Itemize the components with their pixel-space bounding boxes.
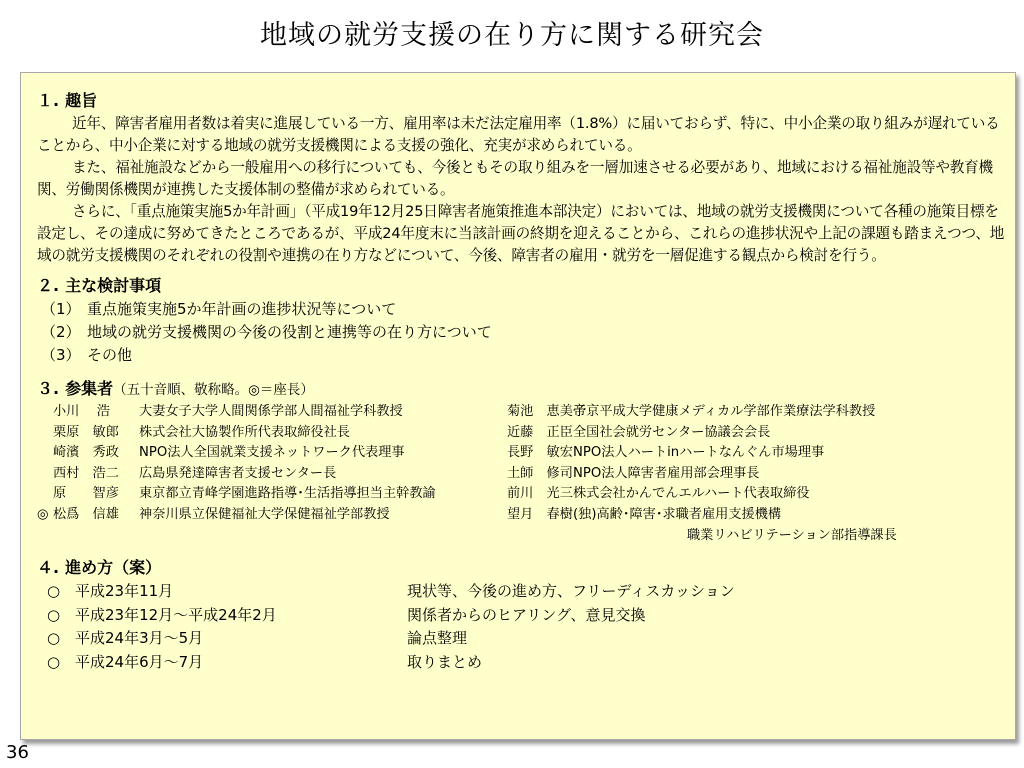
section-1-paragraph: また、福祉施設などから一般雇用への移行についても、今後ともその取り組みを一層加速させる必要があり、地域における福祉施設等や教育機関、労働関係機関が連携した支援体制の整備が求められている。: [37, 159, 993, 198]
section-1-paragraph: 近年、障害者雇用者数は着実に進展している一方、雇用率は未だ法定雇用率（1.8%）に届いておらず、特に、中小企業の取り組みが遅れていることから、中小企業に対する地域の就労支援機関による支援の強化、充実が求められている。: [37, 115, 1000, 154]
section-1-title: 趣旨: [65, 91, 98, 110]
member-name: 原 智彦: [53, 486, 119, 502]
section-3-note: （五十音順、敬称略。◎＝座長）: [113, 382, 314, 398]
chair-mark: [37, 484, 53, 505]
item-index: （1）: [41, 300, 81, 318]
list-item: [37, 298, 1009, 321]
item-index: （2）: [41, 323, 81, 341]
member-affiliation: (独)高齢･障害･求職者雇用支援機構: [573, 506, 782, 522]
member-affiliation: 広島県発達障害者支援センター長: [139, 465, 337, 481]
section-2-number: ２.: [37, 276, 60, 295]
member-name: 望月 春樹: [507, 506, 573, 522]
chair-mark: ◎: [37, 506, 49, 522]
section-4-title: 進め方（案）: [65, 558, 162, 578]
list-item: [37, 651, 1009, 675]
section-1-number: １.: [37, 91, 60, 110]
member-affiliation: NPO法人障害者雇用部会理事長: [573, 465, 760, 481]
schedule-date: 平成24年3月～5月: [75, 629, 204, 648]
section-3-heading: [37, 377, 1009, 402]
schedule-activity: 取りまとめ: [407, 652, 483, 671]
slide-title: 地域の就労支援の在り方に関する研究会: [260, 20, 764, 51]
list-item: [37, 321, 1009, 344]
schedule-date: 平成23年12月～平成24年2月: [75, 605, 277, 624]
member-name: 長野 敏宏: [507, 445, 573, 461]
member-affiliation: 株式会社かんでんエルハート代表取締役: [573, 486, 810, 502]
schedule-date: 平成23年11月: [75, 582, 174, 601]
item-text: その他: [87, 346, 133, 364]
schedule-activity: 関係者からのヒアリング、意見交換: [407, 605, 646, 624]
member-affiliation: 神奈川県立保健福祉大学保健福祉学部教授: [139, 506, 390, 522]
member-name: 小川 浩: [53, 404, 110, 419]
item-index: （3）: [41, 346, 81, 364]
circle-bullet-icon: ○: [47, 652, 61, 671]
member-affiliation: 株式会社大協製作所代表取締役社長: [139, 424, 350, 440]
item-text: 地域の就労支援機関の今後の役割と連携等の在り方について: [87, 323, 492, 341]
section-4-number: ４.: [37, 558, 60, 578]
list-item: [37, 627, 1009, 651]
member-name: 菊池 恵美子: [507, 404, 587, 419]
table-row: [37, 464, 1009, 485]
section-1-heading: [37, 89, 1009, 113]
schedule-activity: 現状等、今後の進め方、フリーディスカッション: [407, 582, 735, 601]
member-affiliation: 東京都立青峰学園進路指導･生活指導担当主幹教諭: [139, 486, 436, 502]
review-items-list: [37, 298, 1009, 367]
chair-mark: [37, 443, 53, 464]
table-row: [37, 484, 1009, 505]
section-4-heading: [37, 556, 1009, 580]
member-name: 近藤 正臣: [507, 424, 573, 440]
schedule-date: 平成24年6月～7月: [75, 652, 204, 671]
schedule-list: [37, 580, 1009, 674]
section-2-heading: [37, 274, 1009, 298]
member-affiliation: 帝京平成大学健康メディカル学部作業療法学科教授: [573, 404, 876, 419]
section-2-title: 主な検討事項: [65, 276, 162, 295]
circle-bullet-icon: ○: [47, 582, 61, 601]
member-name: 崎濱 秀政: [53, 445, 119, 461]
member-affiliation: NPO法人ハートinハートなんぐん市場理事: [573, 445, 825, 461]
member-name: 西村 浩二: [53, 465, 119, 481]
affiliation-continuation: 職業リハビリテーション部指導課長: [687, 527, 897, 543]
table-row: [37, 443, 1009, 464]
section-3-title: 参集者: [65, 379, 114, 398]
list-item: [37, 580, 1009, 604]
chair-mark: [37, 464, 53, 485]
member-affiliation: 大妻女子大学人間関係学部人間福祉学科教授: [139, 404, 403, 419]
content-body: [37, 89, 1009, 675]
table-row: [37, 423, 1009, 444]
list-item: [37, 604, 1009, 628]
table-row: [37, 402, 1009, 423]
section-1-paragraph: さらに、「重点施策実施5か年計画」（平成19年12月25日障害者施策推進本部決定）においては、地域の就労支援機関について各種の施策目標を設定し、その達成に努めてきたところであるが、平成24年度末に当該計画の終期を迎えることから、これらの進捗状況や上記の課題も踏まえつつ、地域の就労支援機関のそれぞれの役割や連携の在り方などについて、今後、障害者の雇用・就労を一層促進する観点から検討を行う。: [37, 203, 1005, 264]
content-panel: [20, 72, 1016, 740]
schedule-activity: 論点整理: [407, 629, 468, 648]
page-number: 36: [6, 742, 29, 763]
member-affiliation: 全国社会就労センター協議会会長: [573, 424, 771, 440]
member-name: 土師 修司: [507, 465, 573, 481]
member-name: 前川 光三: [507, 486, 573, 502]
circle-bullet-icon: ○: [47, 605, 61, 624]
section-3-number: ３.: [37, 379, 60, 398]
circle-bullet-icon: ○: [47, 629, 61, 648]
item-text: 重点施策実施5か年計画の進捗状況等について: [87, 300, 397, 318]
chair-mark: [37, 423, 53, 444]
table-row: [37, 505, 1009, 526]
chair-mark: [37, 402, 53, 423]
member-name: 松爲 信雄: [53, 506, 119, 522]
member-table: [37, 402, 1009, 546]
list-item: [37, 344, 1009, 367]
member-name: 栗原 敏郎: [53, 424, 119, 440]
member-affiliation: NPO法人全国就業支援ネットワーク代表理事: [139, 445, 405, 461]
